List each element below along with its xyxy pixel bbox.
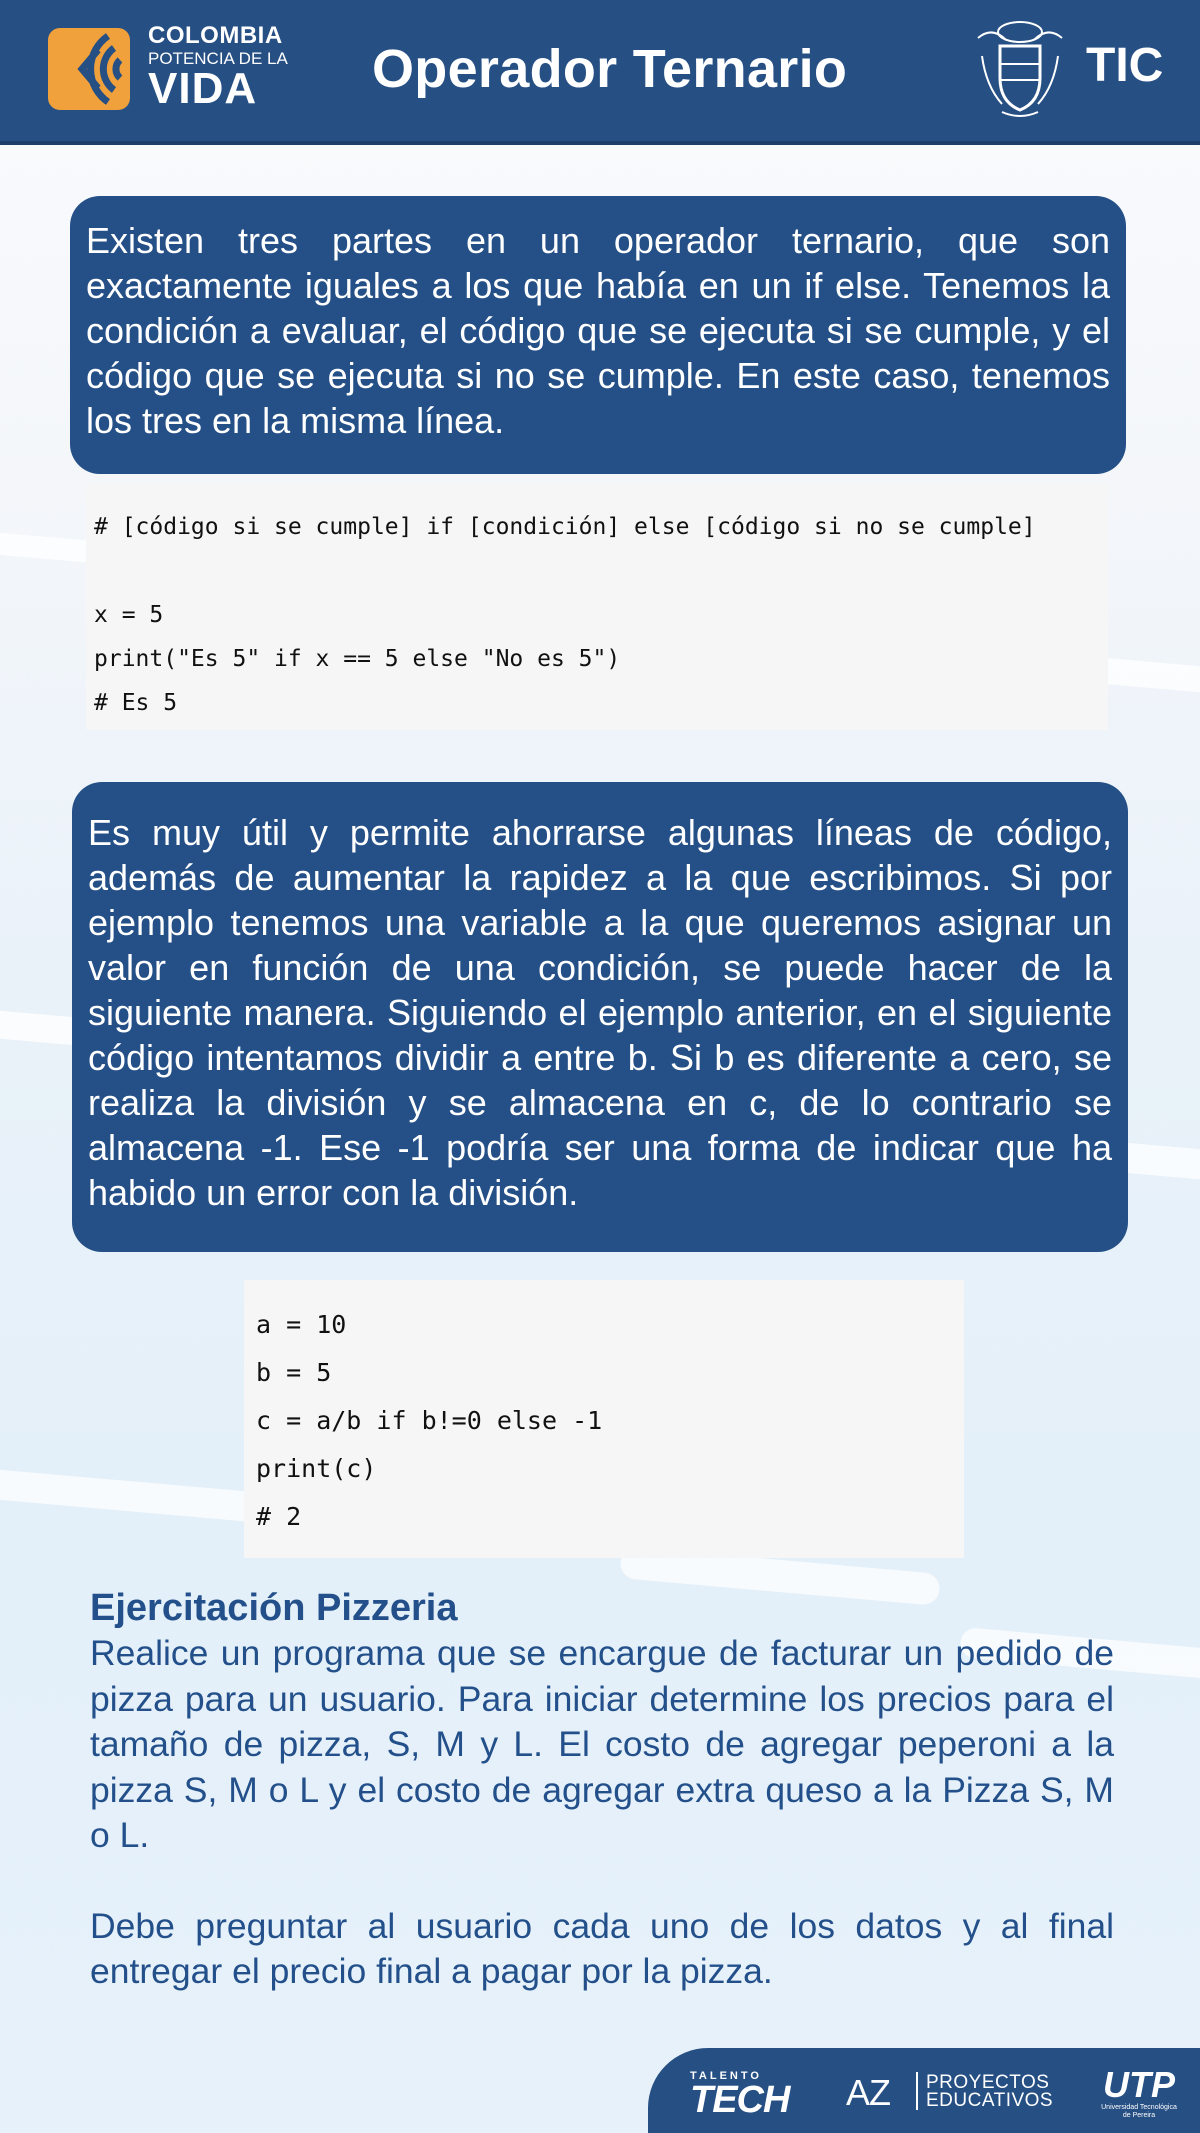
colombia-logo-text — [148, 24, 288, 111]
code-line: # [código si se cumple] if [condición] else [código si no se cumple] — [94, 514, 1036, 540]
talento-tech-logo — [690, 2070, 790, 2121]
code-line: c = a/b if b!=0 else -1 — [256, 1406, 603, 1435]
colombia-logo-icon — [48, 28, 130, 110]
utp-name-line-1: Universidad Tecnológica — [1101, 2104, 1177, 2111]
intro-card — [70, 196, 1126, 474]
proyectos-line-1: PROYECTOS — [926, 2072, 1050, 2093]
az-logo: AZ — [846, 2072, 891, 2113]
code-line: print("Es 5" if x == 5 else "No es 5") — [94, 646, 621, 672]
coat-of-arms-icon — [972, 16, 1068, 120]
code-line: x = 5 — [94, 602, 164, 628]
code-line: b = 5 — [256, 1358, 332, 1387]
code-block-example — [244, 1280, 964, 1558]
footer-logos — [648, 2048, 1200, 2133]
exercise-paragraph-2: Debe preguntar al usuario cada uno de los datos y al final entregar el precio final a pagar por la pizza. — [90, 1905, 1114, 1991]
usage-text: Es muy útil y permite ahorrarse algunas líneas de código, además de aumentar la rapidez a la que escribimos. Si por ejemplo tenemos una variable a la que queremos asignar un valor en función de una condición, se puede hacer de la siguiente manera. Siguiendo el ejemplo anterior, en el siguiente código intentamos dividir a entre b. Si b es diferente a cero, se realiza la división y se almacena en c, de lo contrario se almacena -1. Ese -1 podría ser una forma de indicar que ha habido un error con la división. — [88, 812, 1112, 1213]
exercise-title: Ejercitación Pizzeria — [90, 1587, 458, 1629]
intro-text: Existen tres partes en un operador ternario, que son exactamente iguales a los que había en un if else. Tenemos la condición a evaluar, el código que se ejecuta si se cumple, y el código que se ejecuta si no se cumple. En este caso, tenemos los tres en la misma línea. — [86, 220, 1110, 441]
code-line: print(c) — [256, 1454, 377, 1483]
tech-label: TECH — [690, 2079, 790, 2121]
logo-line-1: COLOMBIA — [148, 22, 283, 49]
logo-line-3: VIDA — [148, 64, 258, 113]
exercise-section — [90, 1585, 1114, 1995]
usage-card — [72, 782, 1128, 1252]
talento-label: TALENTO — [690, 2070, 762, 2082]
exercise-paragraph-1: Realice un programa que se encargue de facturar un pedido de pizza para un usuario. Para iniciar determine los precios para el tamaño de pizza, S, M y L. El costo de agregar peperoni a la pizza S, M o L y el costo de agregar extra queso a la Pizza S, M o L. — [90, 1633, 1114, 1855]
proyectos-educativos-logo — [926, 2074, 1053, 2110]
utp-name-line-2: de Pereira — [1122, 2112, 1156, 2119]
code-block-syntax — [86, 484, 1108, 730]
code-line: # 2 — [256, 1502, 302, 1531]
code-line: # Es 5 — [94, 690, 178, 716]
footer-divider — [916, 2072, 918, 2110]
utp-logo — [1094, 2066, 1184, 2120]
tic-label: TIC — [1086, 39, 1164, 92]
page-title: Operador Ternario — [372, 39, 848, 99]
page-header — [0, 0, 1200, 145]
logo-line-2: POTENCIA DE LA — [148, 49, 288, 68]
code-line: a = 10 — [256, 1310, 347, 1339]
proyectos-line-2: EDUCATIVOS — [926, 2090, 1054, 2111]
utp-label: UTP — [1103, 2064, 1175, 2105]
